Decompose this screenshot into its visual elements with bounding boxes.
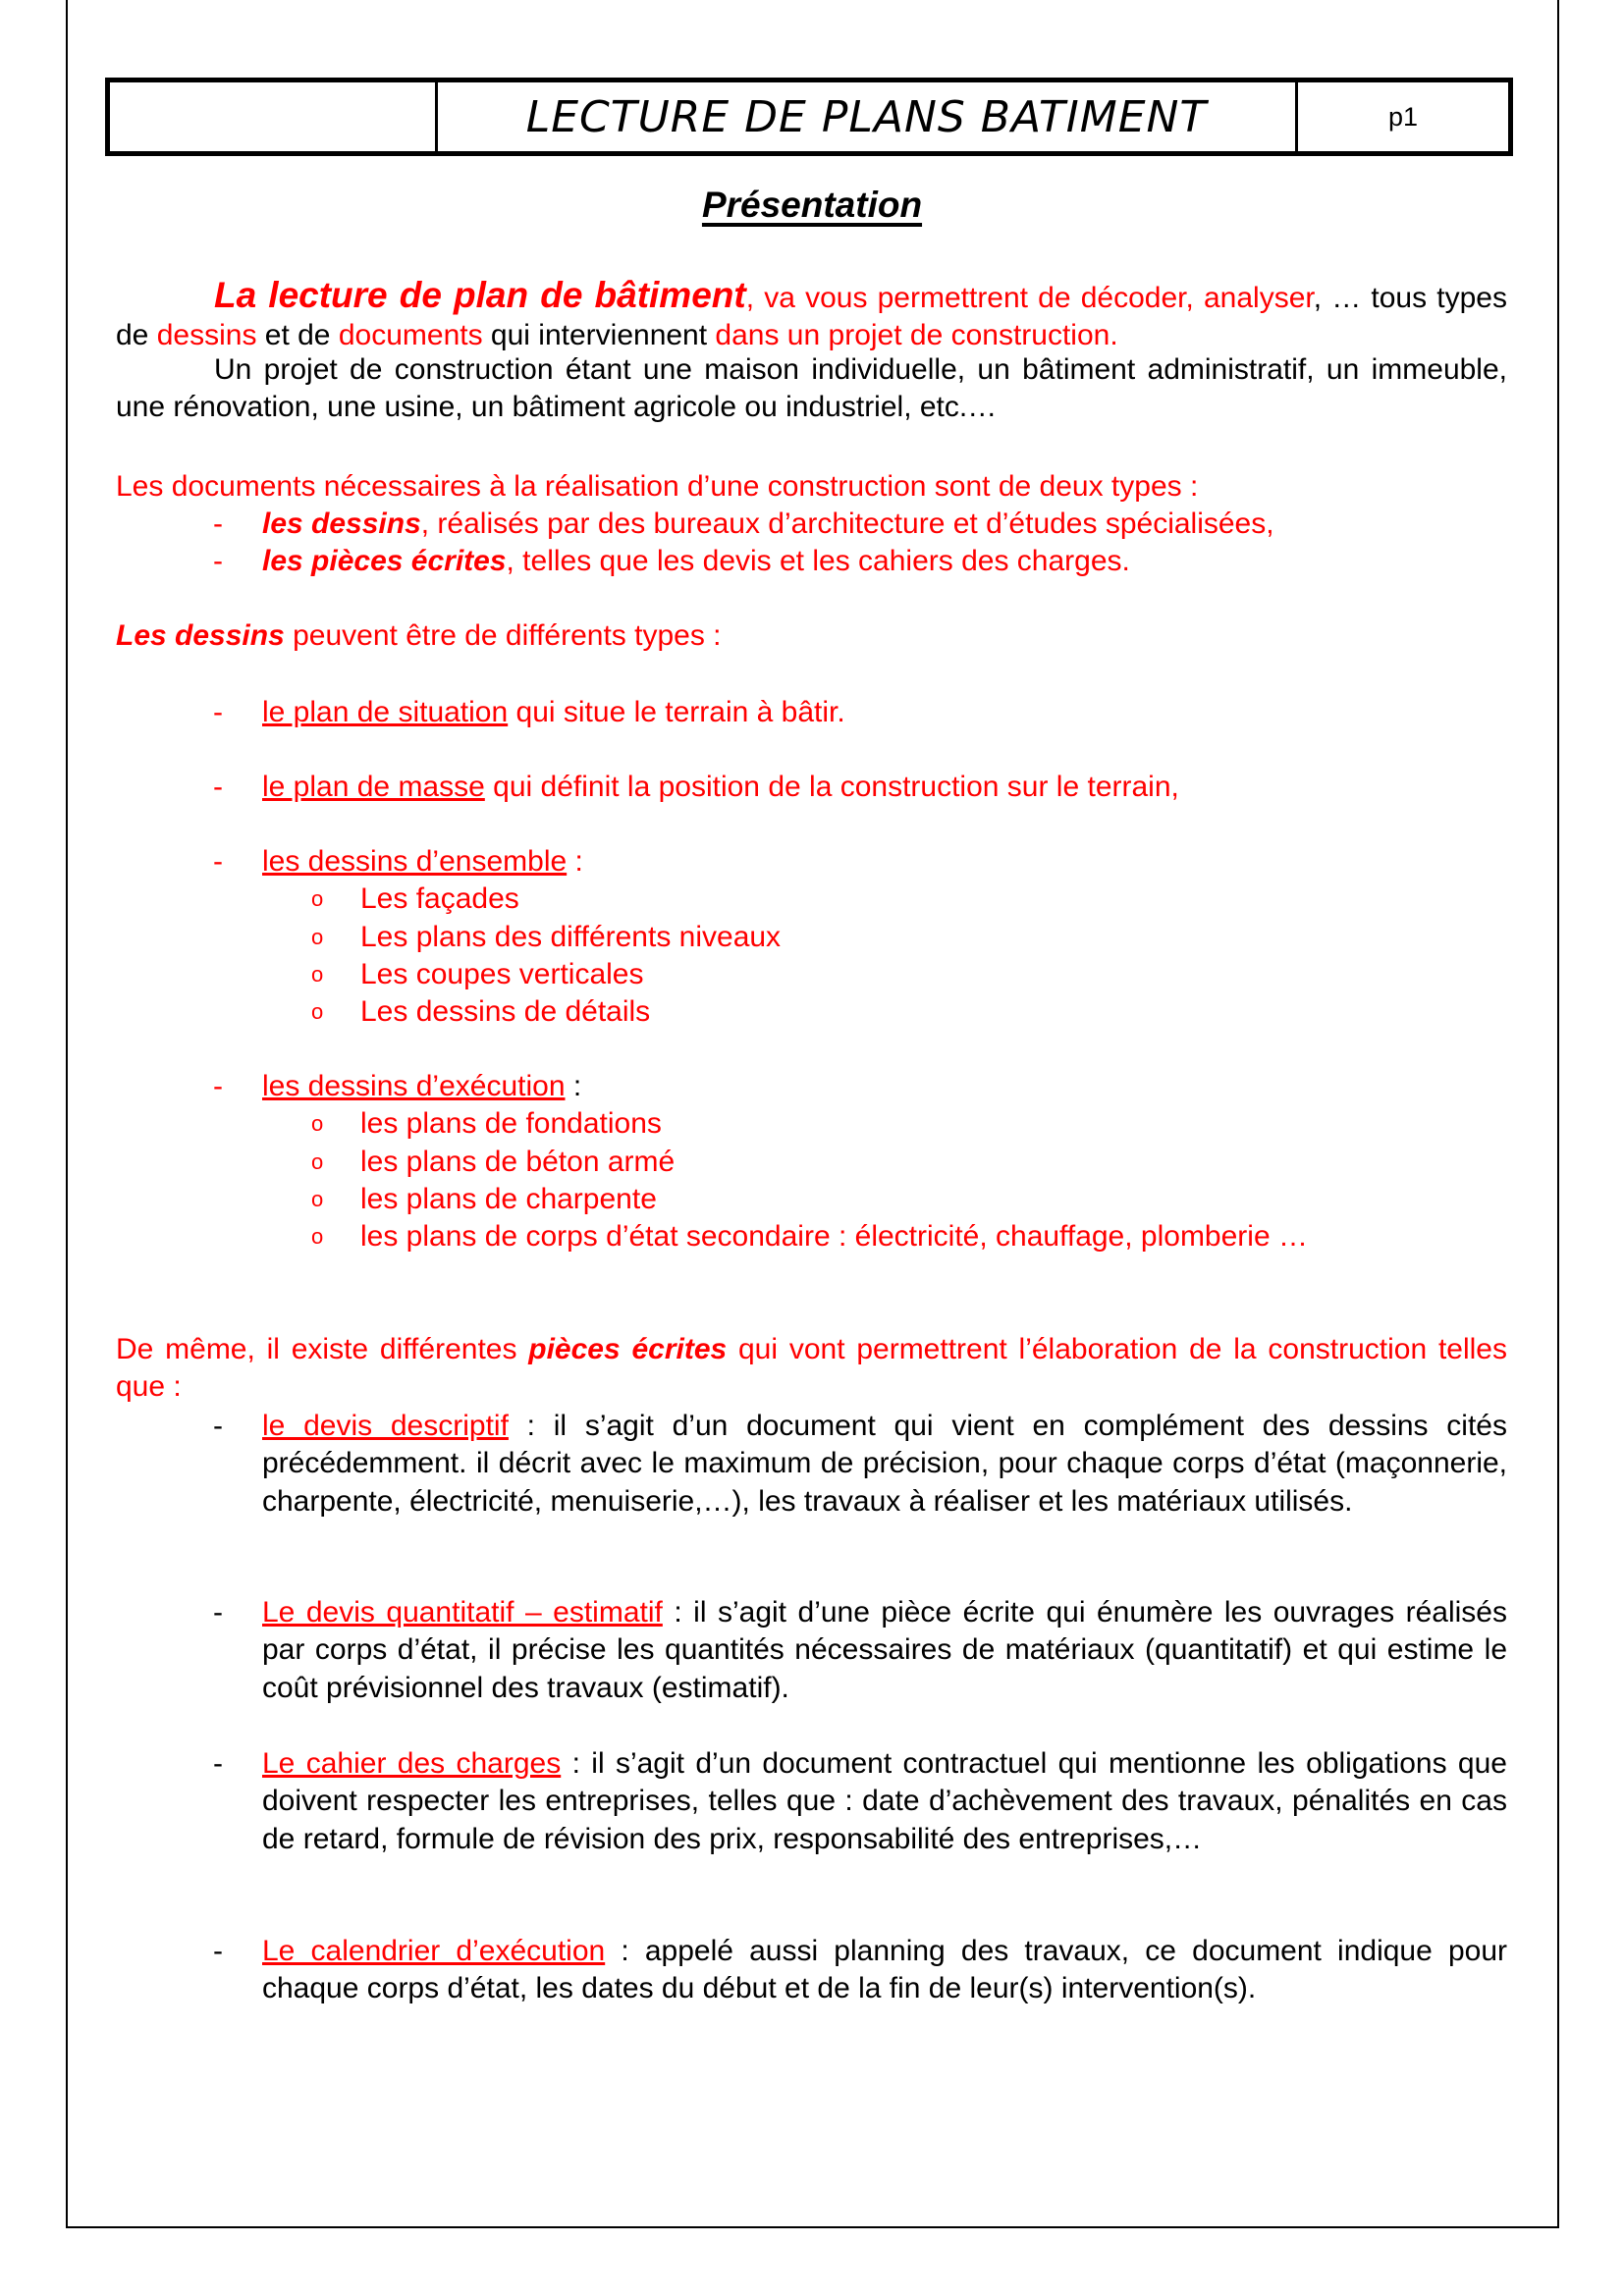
sub-list-text: les plans de béton armé xyxy=(360,1145,676,1178)
underlined-term: le plan de masse xyxy=(262,771,485,803)
dash-bullet: - xyxy=(213,696,223,728)
dash-bullet: - xyxy=(213,771,223,803)
circle-bullet-icon: o xyxy=(311,999,324,1025)
list-item xyxy=(213,506,1507,543)
paragraph-text xyxy=(116,351,1507,427)
paragraph xyxy=(116,277,1507,355)
circle-bullet-icon: o xyxy=(311,1148,324,1174)
list-item xyxy=(213,1933,1508,2008)
underlined-term: Le devis quantitatif – estimatif xyxy=(262,1596,663,1629)
section-title: Présentation xyxy=(701,185,923,225)
sub-list-text: Les coupes verticales xyxy=(360,957,644,990)
dash-bullet: - xyxy=(213,845,223,878)
text-run: qui interviennent xyxy=(482,319,716,352)
header-box xyxy=(105,78,1513,156)
text-run: , va vous permettrent de décoder, analyser xyxy=(745,282,1314,314)
emphasis-text: les dessins xyxy=(262,507,421,540)
list-item xyxy=(213,1745,1507,1858)
paragraph xyxy=(116,351,1507,427)
list-item xyxy=(213,543,1507,580)
paragraph xyxy=(116,617,1507,655)
paragraph-text xyxy=(213,1594,1507,1707)
header-logo-cell xyxy=(110,82,438,151)
sub-list-item xyxy=(262,1105,1507,1143)
paragraph-text xyxy=(213,769,1507,806)
underlined-term: le devis descriptif xyxy=(262,1410,509,1442)
sub-list-item xyxy=(262,956,1507,993)
dash-bullet: - xyxy=(213,1070,223,1102)
text-run: qui vont permettrent l’élaboration de la construction telles que : xyxy=(116,1333,1507,1404)
sub-list-item xyxy=(262,993,1507,1031)
text-run: et de xyxy=(256,319,339,352)
sub-list-text: les plans de corps d’état secondaire : électricité, chauffage, plomberie … xyxy=(360,1220,1308,1254)
text-run: De même, il existe différentes xyxy=(116,1333,529,1365)
circle-bullet-icon: o xyxy=(311,924,324,949)
sub-list-item xyxy=(262,1181,1507,1218)
text-run: Un projet de construction étant une maison individuelle, un bâtiment administratif, un immeuble, une rénovation, une usine, un bâtiment agricole ou industriel, etc.… xyxy=(116,353,1507,424)
dash-bullet: - xyxy=(213,545,223,577)
paragraph-text xyxy=(213,1933,1508,2008)
paragraph-text xyxy=(213,543,1507,580)
paragraph-text xyxy=(116,277,1507,355)
list-item xyxy=(213,1594,1507,1707)
paragraph-text xyxy=(213,1745,1507,1858)
text-run: : appelé aussi planning des travaux, ce document indique pour chaque corps d’état, les dates du début et de la fin de leur(s) intervention(s). xyxy=(262,1935,1508,2005)
circle-bullet-icon: o xyxy=(311,1111,324,1137)
sub-list-item xyxy=(262,1218,1507,1255)
paragraph-text xyxy=(213,694,1507,731)
dash-bullet: - xyxy=(213,507,223,540)
paragraph xyxy=(116,1331,1507,1407)
sub-list-item xyxy=(262,919,1507,956)
underlined-term: Le cahier des charges xyxy=(262,1747,562,1780)
underlined-term: les dessins d’exécution xyxy=(262,1070,566,1102)
text-run: dessins xyxy=(156,319,257,352)
text-run: : il s’agit d’un document qui vient en complément des dessins cités précédemment. il décrit avec le maximum de précision, pour chaque corps d’état (maçonnerie, charpente, électricité, menuiserie,…), les travaux à réaliser et les matériaux utilisés. xyxy=(262,1410,1507,1518)
emphasis-text: Les dessins xyxy=(116,619,285,652)
list-item xyxy=(213,1408,1507,1521)
list-item xyxy=(213,769,1507,806)
paragraph-text xyxy=(116,468,1507,506)
sub-list-text: les plans de charpente xyxy=(360,1182,657,1215)
text-run: documents xyxy=(338,319,483,352)
paragraph-text xyxy=(213,506,1507,543)
text-run: qui situe le terrain à bâtir. xyxy=(508,696,845,728)
text-run: : il s’agit d’une pièce écrite qui énumère les ouvrages réalisés par corps d’état, il précise les quantités nécessaires de matériaux (quantitatif) et qui estime le coût prévisionnel des travaux (estimatif). xyxy=(262,1596,1507,1704)
paragraph-text xyxy=(116,1331,1507,1407)
circle-bullet-icon: o xyxy=(311,1224,324,1250)
underlined-term: Le calendrier d’exécution xyxy=(262,1935,606,1967)
paragraph xyxy=(116,468,1507,506)
text-run: , … tous types de xyxy=(116,282,1507,352)
sub-list-text: les plans de fondations xyxy=(360,1107,662,1141)
document-title: LECTURE DE PLANS BATIMENT xyxy=(438,82,1298,151)
dash-bullet: - xyxy=(213,1410,223,1442)
sub-list-item xyxy=(262,881,1507,918)
list-item xyxy=(213,694,1507,731)
text-run: : xyxy=(565,1070,582,1102)
paragraph-text xyxy=(116,617,1507,655)
text-run: Les documents nécessaires à la réalisation d’une construction sont de deux types : xyxy=(116,470,1199,503)
text-run: : il s’agit d’un document contractuel qui mentionne les obligations que doivent respecter les entreprises, telles que : date d’achèvement des travaux, pénalités en cas de retard, formule de révision des prix, responsabilité des entreprises,… xyxy=(262,1747,1507,1855)
sub-list-text: Les dessins de détails xyxy=(360,995,651,1029)
dash-bullet: - xyxy=(213,1935,223,1967)
text-run: qui définit la position de la construction sur le terrain, xyxy=(484,771,1179,803)
text-run: , réalisés par des bureaux d’architecture et d’études spécialisées, xyxy=(420,507,1274,540)
paragraph-text xyxy=(213,1408,1507,1521)
page-number: p1 xyxy=(1387,101,1419,132)
sub-list-text: Les plans des différents niveaux xyxy=(360,920,782,953)
text-run: dans un projet de construction. xyxy=(715,319,1118,352)
text-run: , telles que les devis et les cahiers des charges. xyxy=(506,545,1130,577)
dash-bullet: - xyxy=(213,1596,223,1629)
paragraph-text xyxy=(213,843,1507,881)
text-run: peuvent être de différents types : xyxy=(284,619,722,652)
underlined-term: le plan de situation xyxy=(262,696,509,728)
emphasis-text: pièces écrites xyxy=(528,1333,728,1365)
section-title-wrap xyxy=(0,185,1624,226)
emphasis-text: La lecture de plan de bâtiment xyxy=(214,275,746,315)
dash-bullet: - xyxy=(213,1747,223,1780)
sub-list-item xyxy=(262,1144,1507,1181)
sub-list-text: Les façades xyxy=(360,882,519,916)
circle-bullet-icon: o xyxy=(311,1186,324,1211)
list-item xyxy=(213,1068,1507,1255)
paragraph-text xyxy=(213,1068,1507,1105)
circle-bullet-icon: o xyxy=(311,886,324,912)
underlined-term: les dessins d’ensemble xyxy=(262,845,568,878)
list-item xyxy=(213,843,1507,1031)
circle-bullet-icon: o xyxy=(311,961,324,987)
text-run: : xyxy=(567,845,583,878)
emphasis-text: les pièces écrites xyxy=(262,545,507,577)
